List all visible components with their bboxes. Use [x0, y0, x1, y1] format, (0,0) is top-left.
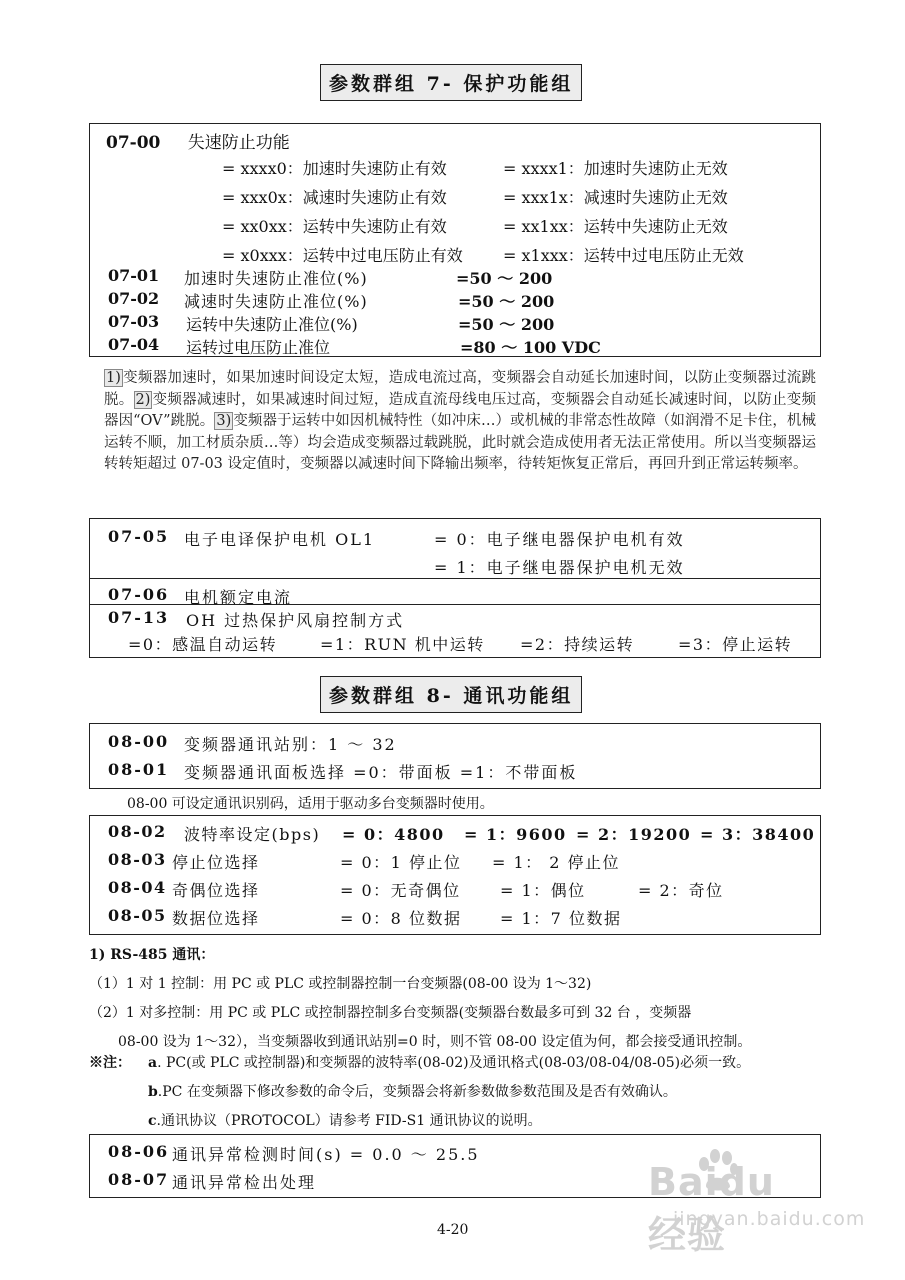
section7-title: 参数群组 7- 保护功能组	[320, 64, 582, 101]
param-08-00	[108, 732, 397, 754]
param-code: 08-02	[108, 822, 167, 841]
param-text: 通讯异常检测时间(s) = 0.0 ～ 25.5	[172, 1145, 480, 1164]
param-code: 08-01	[108, 760, 170, 779]
divider	[90, 578, 820, 579]
option-right: = xx1xx：运转中失速防止无效	[503, 217, 728, 236]
param-07-13	[108, 608, 405, 630]
option: =1：RUN 机中运转	[320, 635, 485, 654]
param-08-02	[108, 822, 816, 844]
param-code: 07-00	[106, 133, 161, 153]
param-code: 08-05	[108, 906, 167, 925]
param-box-07-05-13	[89, 518, 821, 658]
option: = 0：电子继电器保护电机有效	[434, 530, 685, 549]
param-box-08-00-01	[89, 723, 821, 789]
param-07-01	[108, 266, 553, 288]
watermark-url: jingyan.baidu.com	[673, 1208, 866, 1230]
param-name: OH 过热保护风扇控制方式	[186, 611, 405, 630]
option: = 2：奇位	[638, 881, 724, 900]
option: = 0：1 停止位	[340, 853, 462, 872]
option-right: = xxxx1：加速时失速防止无效	[503, 159, 728, 178]
param-box-08-02-05	[89, 815, 821, 935]
param-name: 电子电译保护电机 OL1	[184, 530, 376, 549]
note-marker: 3)	[216, 413, 232, 429]
note-item-c	[148, 1110, 542, 1130]
rs485-heading: 1) RS-485 通讯：	[89, 947, 215, 963]
rs485-line: （2）1 对多控制：用 PC 或 PLC 或控制器控制多台变频器(变频器台数最多可到 32 台 ，变频器	[89, 1005, 692, 1021]
param-name: 减速时失速防止准位(%)	[184, 292, 368, 311]
page-number: 4-20	[437, 1222, 469, 1238]
section8-note: 08-00 可设定通讯识别码，适用于驱动多台变频器时使用。	[127, 796, 494, 812]
param-box-07-00-04	[89, 123, 821, 357]
param-07-06	[108, 585, 293, 607]
note-marker: c	[148, 1113, 157, 1129]
param-08-03	[108, 850, 621, 872]
option-left: = x0xxx：运转中过电压防止有效	[222, 246, 463, 265]
param-code: 07-04	[108, 335, 160, 354]
watermark-text: Baidu经验	[648, 1160, 775, 1257]
param-name: 运转中失速防止准位(%)	[186, 315, 358, 334]
param-code: 07-02	[108, 289, 160, 308]
option: = 0：8 位数据	[340, 909, 462, 928]
param-07-13-options	[128, 632, 793, 655]
option: = 0：4800	[342, 825, 445, 844]
section8-title: 参数群组 8- 通讯功能组	[320, 676, 582, 713]
param-name: 电机额定电流	[184, 588, 293, 607]
param-text: 变频器通讯站别：1 ～ 32	[184, 735, 397, 754]
param-text: 变频器通讯面板选择 =0：带面板 =1：不带面板	[184, 763, 578, 782]
param-name: 波特率设定(bps)	[184, 825, 321, 844]
param-range: =80 ～ 100 VDC	[460, 338, 601, 357]
note-text: .通讯协议（PROTOCOL）请参考 FID-S1 通讯协议的说明。	[156, 1113, 542, 1129]
param-name: 加速时失速防止准位(%)	[184, 269, 368, 288]
option: =2：持续运转	[520, 635, 635, 654]
param-code: 07-13	[108, 608, 170, 627]
note-item-b	[148, 1081, 677, 1101]
param-range: =50 ～ 200	[456, 269, 553, 288]
param-07-02	[108, 289, 555, 311]
note-text: . PC(或 PLC 或控制器)和变频器的波特率(08-02)及通讯格式(08-03/08-04/08-05)必须一致。	[157, 1055, 751, 1071]
option-left: = xx0xx：运转中失速防止有效	[222, 217, 447, 236]
note-text: 变频器加速时，如果加速时间设定太短，造成电流过高，变频器会自动延长加速时间，以防止变频器过流跳脱。	[104, 370, 816, 408]
option-right: = xxx1x：减速时失速防止无效	[503, 188, 728, 207]
note-item-a	[148, 1052, 750, 1072]
option: = 3：38400	[700, 825, 816, 844]
param-name: 数据位选择	[172, 909, 260, 928]
note-text: .PC 在变频器下修改参数的命令后，变频器会将新参数做参数范围及是否有效确认。	[157, 1084, 677, 1100]
param-07-05	[108, 527, 685, 549]
param-code: 08-03	[108, 850, 167, 869]
note-marker: 2)	[135, 391, 151, 408]
param-code: 07-06	[108, 585, 170, 604]
param-code: 08-06	[108, 1142, 170, 1161]
note-text: 变频器减速时，如果减速时间过短，造成直流母线电压过高，变频器会自动延长减速时间，以防止变频器因“OV”跳脱。	[104, 391, 817, 429]
param-code: 07-01	[108, 266, 160, 285]
param-08-01	[108, 760, 578, 782]
divider	[90, 604, 820, 605]
param-08-07	[108, 1170, 317, 1192]
option: = 1：7 位数据	[500, 909, 622, 928]
option-left: = xxx0x：减速时失速防止有效	[222, 188, 447, 207]
option: = 1：电子继电器保护电机无效	[434, 558, 685, 577]
param-code: 08-04	[108, 878, 167, 897]
param-code: 07-03	[108, 312, 160, 331]
param-name: 运转过电压防止准位	[186, 338, 331, 357]
param-name: 奇偶位选择	[172, 881, 260, 900]
rs485-line: 08-00 设为 1～32），当变频器收到通讯站别=0 时，则不管 08-00 设定值为何，都会接受通讯控制。	[118, 1034, 752, 1050]
option-right: = x1xxx：运转中过电压防止无效	[503, 246, 744, 265]
option-left: = xxxx0：加速时失速防止有效	[222, 159, 447, 178]
option: =0：感温自动运转	[128, 635, 278, 654]
note-text: 变频器于运转中如因机械特性（如冲床…）或机械的非常态性故障（如润滑不足卡住，机械运转不顺，加工材质杂质…等）均会造成变频器过载跳脱，此时就会造成使用者无法正常使用。所以当变频器运转转矩超过 07-03 设定值时，变频器以减速时间下降输出频率，待转矩恢复正常后，再回升到正常运转频率。	[104, 413, 816, 472]
param-name: 停止位选择	[172, 853, 260, 872]
option: = 1：偶位	[500, 881, 586, 900]
param-08-04	[108, 878, 724, 900]
option: = 1： 2 停止位	[492, 853, 621, 872]
note-marker: b	[148, 1084, 158, 1100]
param-08-05	[108, 906, 622, 928]
rs485-line: （1）1 对 1 控制：用 PC 或 PLC 或控制器控制一台变频器(08-00 设为 1～32)	[89, 976, 592, 992]
param-code: 08-07	[108, 1170, 170, 1189]
option: = 1：9600	[464, 825, 567, 844]
option: = 0：无奇偶位	[340, 881, 461, 900]
param-text: 通讯异常检出处理	[172, 1173, 317, 1192]
option: =3：停止运转	[678, 635, 793, 654]
option: = 2：19200	[576, 825, 692, 844]
param-range: =50 ～ 200	[458, 292, 555, 311]
param-code: 08-00	[108, 732, 170, 751]
param-07-03	[108, 312, 555, 334]
param-code: 07-05	[108, 527, 170, 546]
param-08-06	[108, 1142, 480, 1164]
param-range: =50 ～ 200	[458, 315, 555, 334]
note-marker: a	[148, 1055, 158, 1071]
note-label: ※注：	[89, 1055, 131, 1071]
param-name: 失速防止功能	[187, 133, 290, 153]
note-marker: 1)	[106, 370, 121, 386]
section7-note	[104, 368, 816, 476]
param-07-00	[106, 128, 290, 153]
param-07-04	[108, 335, 601, 357]
